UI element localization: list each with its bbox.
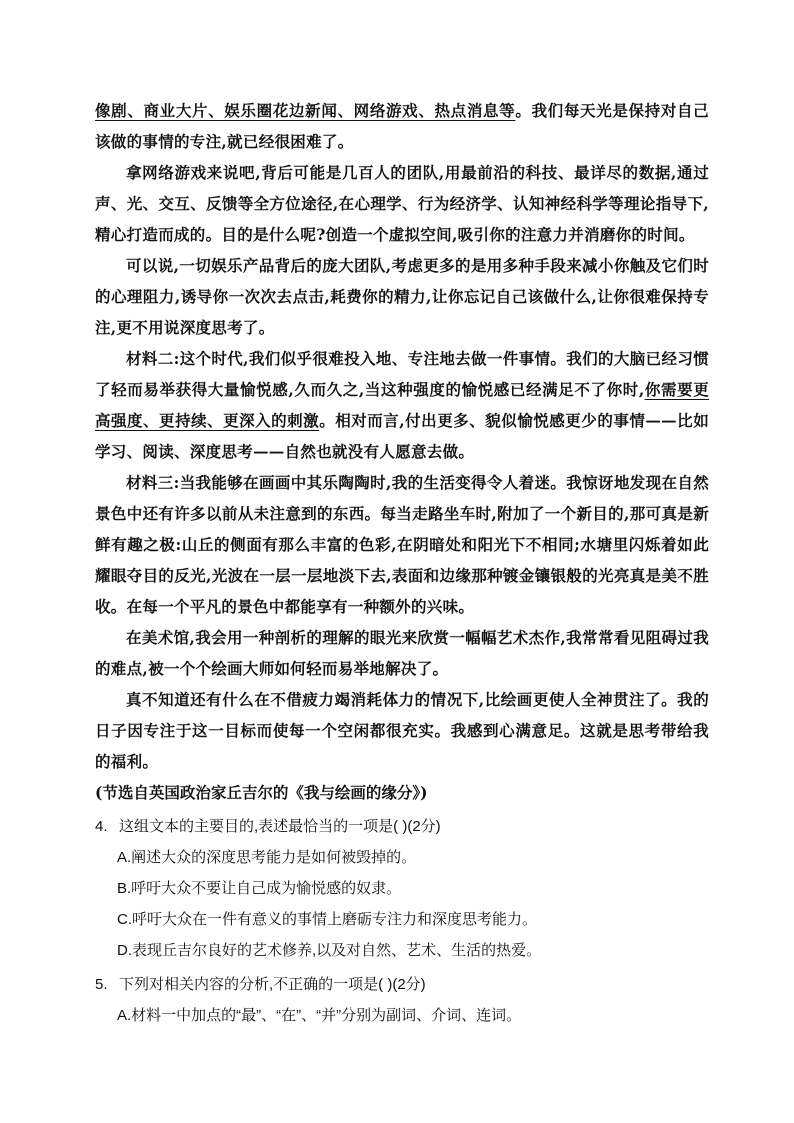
option-a: A.阐述大众的深度思考能力是如何被毁掉的。	[117, 849, 417, 866]
question-stem	[95, 969, 709, 1000]
question-4	[95, 811, 709, 966]
passage-paragraph-material-2	[95, 343, 709, 467]
passage-paragraph-7: 真不知道还有什么在不借疲力竭消耗体力的情况下,比绘画更使人全神贯注了。我的日子因专注于这一目标而使每一个空闲都很充实。我感到心满意足。这就是思考带给我的福利。	[95, 690, 709, 771]
option-c: C.呼吁大众在一件有意义的事情上磨砺专注力和深度思考能力。	[117, 911, 538, 928]
passage-paragraph-1	[95, 95, 709, 157]
paragraph-text: 。我们每天光是保持对自己该做的事情的专注,就已经很困难了。	[95, 101, 709, 151]
question-text: 这组文本的主要目的,表述最恰当的一项是( )(2分)	[119, 818, 441, 835]
question-5	[95, 969, 709, 1031]
underlined-phrase: 像剧、商业大片、娱乐圈花边新闻、网络游戏、热点消息等	[95, 101, 516, 120]
paragraph-text: 。相对而言,付出更多、貌似愉悦感更少的事情——比如学习、阅读、深度思考——自然也就没有人愿意去做。	[95, 411, 709, 461]
passage-paragraph-6: 在美术馆,我会用一种剖析的理解的眼光来欣赏一幅幅艺术杰作,我常常看见阻碍过我的难点,被一个个绘画大师如何轻而易举地解决了。	[95, 628, 709, 678]
passage-paragraph-material-3: 材料三:当我能够在画画中其乐陶陶时,我的生活变得令人着迷。我惊讶地发现在自然景色中还有许多以前从未注意到的东西。每当走路坐车时,附加了一个新目的,那可真是新鲜有趣之极:山丘的侧面有那么丰富的色彩,在阴暗处和阳光下不相同;水塘里闪烁着如此耀眼夺目的反光,光波在一层一层地淡下去,表面和边缘那种镀金镶银般的光亮真是美不胜收。在每一个平凡的景色中都能享有一种额外的兴味。	[95, 473, 709, 616]
underlined-phrase: 你需要更高强度、更持续、更深入的刺激	[95, 380, 709, 430]
question-number: 4.	[95, 818, 108, 835]
page-content	[95, 95, 709, 1031]
passage-paragraph-3: 可以说,一切娱乐产品背后的庞大团队,考虑更多的是用多种手段来减小你触及它们时的心理阻力,诱导你一次次去点击,耗费你的精力,让你忘记自己该做什么,让你很难保持专注,更不用说深度思考了。	[95, 256, 709, 337]
question-text: 下列对相关内容的分析,不正确的一项是( )(2分)	[119, 976, 426, 993]
option-a: A.材料一中加点的“最”、“在”、“并”分别为副词、介词、连词。	[117, 1007, 522, 1024]
passage-paragraph-2: 拿网络游戏来说吧,背后可能是几百人的团队,用最前沿的科技、最详尽的数据,通过声、光、交互、反馈等全方位途径,在心理学、行为经济学、认知神经科学等理论指导下,精心打造而成的。目的是什么呢?创造一个虚拟空间,吸引你的注意力并消磨你的时间。	[95, 163, 709, 244]
paragraph-text: 材料二:这个时代,我们似乎很难投入地、专注地去做一件事情。我们的大脑已经习惯了轻而易举获得大量愉悦感,久而久之,当这种强度的愉悦感已经满足不了你时,	[95, 349, 709, 399]
question-stem	[95, 811, 709, 842]
question-number: 5.	[95, 976, 108, 993]
option-b: B.呼吁大众不要让自己成为愉悦感的奴隶。	[117, 880, 402, 897]
passage-source: (节选自英国政治家丘吉尔的《我与绘画的缘分》)	[95, 783, 428, 802]
option-d: D.表现丘吉尔良好的艺术修养,以及对自然、艺术、生活的热爱。	[117, 942, 542, 959]
